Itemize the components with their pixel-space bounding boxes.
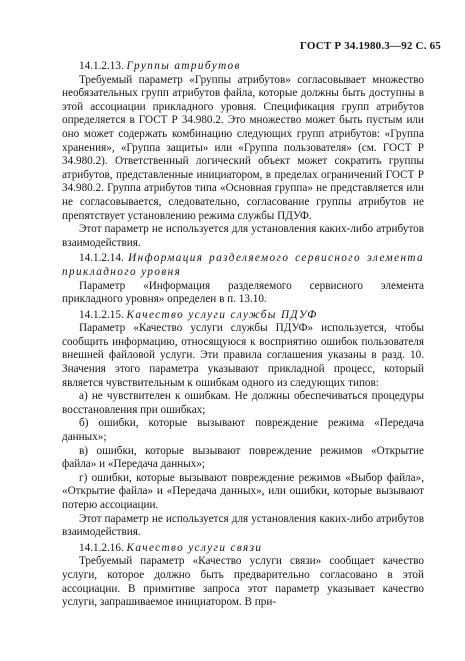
- page-header: ГОСТ Р 34.1980.3—92 С. 65: [299, 40, 441, 52]
- section-title: Информация разделяемого сервисного элемента прикладного уровня: [62, 252, 425, 278]
- list-item: г) ошибки, которые вызывают повреждение режимов «Выбор файла», «Открытие файла» и «Передача данных», или ошибки, которые вызывают потерю ассоциации.: [62, 471, 424, 511]
- paragraph: Требуемый параметр «Группы атрибутов» согласовывает множество необязательных групп атрибутов файла, которые должны быть доступны в этой ассоциации прикладного уровня. Спецификация групп атрибутов определяется в ГОСТ Р 34.980.2. Это множество может быть пустым или оно может содержать комбинацию следующих групп атрибутов: «Группа хранения», «Группа защиты» или «Группа пользователя» (см. ГОСТ Р 34.980.2). Ответственный логический объект может сократить группы атрибутов, представленные инициатором, в пределах ограничений ГОСТ Р 34.980.2. Группа атрибутов типа «Основная группа» не представляется или не согласовывается, следовательно, согласование группы атрибутов не препятствует установлению режима службы ПДУФ.: [62, 73, 424, 222]
- section-number: 14.1.2.16.: [79, 541, 124, 554]
- paragraph: Параметр «Качество услуги службы ПДУФ» используется, чтобы сообщить информацию, относящуюся к восприятию ошибок пользователя внешней файловой услуги. Эти правила соглашения указаны в разд. 10. Значения этого параметра указывают прикладной процесс, который является чувствительным к ошибкам одного из следующих типов:: [62, 322, 424, 389]
- section-title: Качество услуги службы ПДУФ: [126, 308, 318, 321]
- section-heading: [62, 252, 424, 279]
- paragraph: Этот параметр не используется для установления каких-либо атрибутов взаимодействия.: [62, 223, 424, 249]
- section-heading: [62, 542, 424, 556]
- section-number: 14.1.2.15.: [79, 308, 124, 321]
- paragraph: Требуемый параметр «Качество услуги связи» сообщает качество услуги, которое должно быть предварительно согласовано в этой ассоциации. В примитиве запроса этот параметр указывает качество услуги, запрашиваемое инициатором. В при-: [62, 555, 424, 609]
- section-heading: [62, 60, 424, 74]
- list-item: а) не чувствителен к ошибкам. Не должны обеспечиваться процедуры восстановления при ошибках;: [62, 390, 424, 416]
- document-body: [62, 58, 424, 610]
- paragraph: Этот параметр не используется для установления каких-либо атрибутов взаимодействия.: [62, 512, 424, 539]
- section-heading: [62, 309, 424, 323]
- list-item: в) ошибки, которые вызывают повреждение режимов «Открытие файла» и «Передача данных»;: [62, 444, 424, 471]
- section-title: Группы атрибутов: [126, 60, 241, 72]
- section-number: 14.1.2.14.: [79, 252, 124, 265]
- section-title: Качество услуги связи: [126, 541, 263, 554]
- paragraph: Параметр «Информация разделяемого сервисного элемента прикладного уровня» определен в п. 13.10.: [62, 279, 424, 306]
- list-item: б) ошибки, которые вызывают повреждение режима «Передача данных»;: [62, 417, 424, 444]
- section-number: 14.1.2.13.: [79, 60, 124, 72]
